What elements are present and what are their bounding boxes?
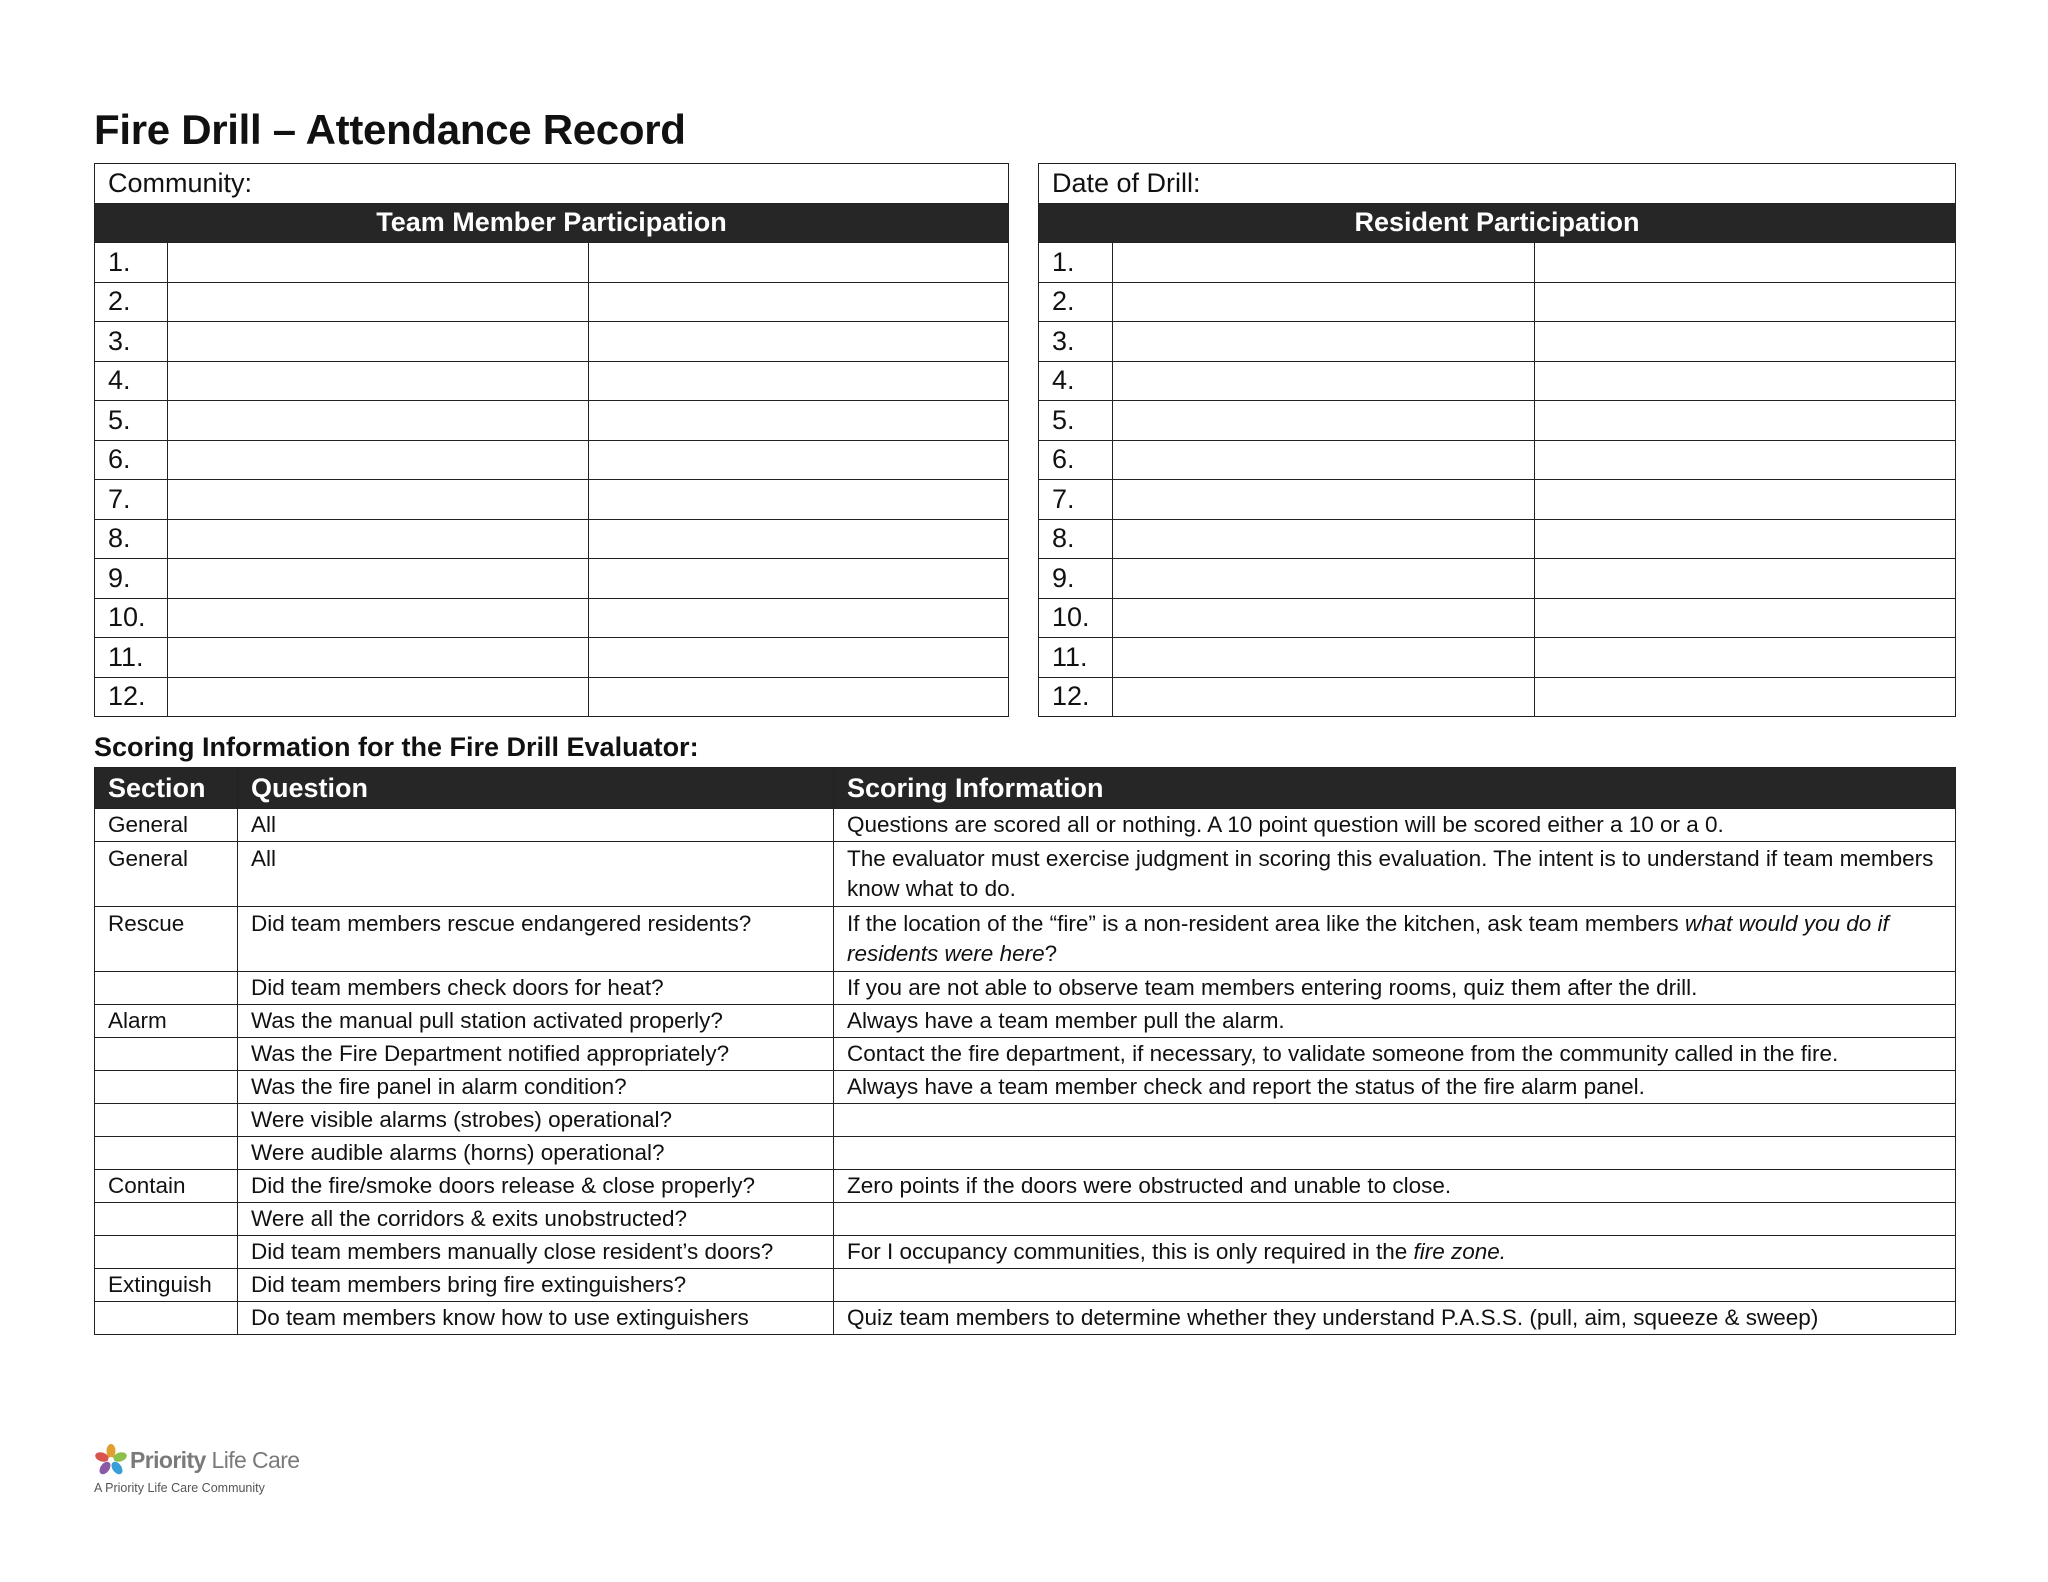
team-participation-header: Team Member Participation (95, 203, 1009, 243)
row-number: 11. (1039, 638, 1113, 678)
row-number: 3. (95, 322, 168, 362)
resident-row (1039, 282, 1956, 322)
scoring-info-cell: Zero points if the doors were obstructed and unable to close. (834, 1170, 1956, 1203)
question-cell: Were audible alarms (horns) operational? (238, 1137, 834, 1170)
question-cell: Do team members know how to use extinguishers (238, 1302, 834, 1335)
question-cell: All (238, 809, 834, 842)
scoring-info-emphasis: fire zone. (1413, 1239, 1507, 1264)
resident-row (1039, 677, 1956, 717)
section-cell (95, 1104, 238, 1137)
row-number: 12. (1039, 677, 1113, 717)
scoring-row (95, 1038, 1956, 1071)
team-member-detail-cell[interactable] (589, 598, 1009, 638)
section-cell (95, 1038, 238, 1071)
team-member-detail-cell[interactable] (589, 638, 1009, 678)
team-member-detail-cell[interactable] (589, 361, 1009, 401)
resident-name-cell[interactable] (1113, 677, 1535, 717)
question-cell: Were visible alarms (strobes) operational? (238, 1104, 834, 1137)
row-number: 6. (95, 440, 168, 480)
resident-row (1039, 243, 1956, 283)
scoring-info-cell (834, 1269, 1956, 1302)
scoring-info-cell (834, 1104, 1956, 1137)
priority-life-care-logo (94, 1443, 314, 1503)
row-number: 5. (95, 401, 168, 441)
question-cell: Did team members bring fire extinguishers? (238, 1269, 834, 1302)
scoring-row (95, 1071, 1956, 1104)
team-member-row (95, 243, 1009, 283)
scoring-info-cell: Always have a team member pull the alarm. (834, 1005, 1956, 1038)
row-number: 6. (1039, 440, 1113, 480)
section-cell (95, 1203, 238, 1236)
team-member-name-cell[interactable] (168, 598, 589, 638)
question-cell: Was the fire panel in alarm condition? (238, 1071, 834, 1104)
scoring-info-text: For I occupancy communities, this is only required in the (847, 1239, 1414, 1264)
team-member-detail-cell[interactable] (589, 440, 1009, 480)
scoring-info-cell: Always have a team member check and report the status of the fire alarm panel. (834, 1071, 1956, 1104)
resident-row (1039, 361, 1956, 401)
row-number: 8. (95, 519, 168, 559)
team-member-name-cell[interactable] (168, 243, 589, 283)
team-member-row (95, 282, 1009, 322)
resident-detail-cell[interactable] (1535, 401, 1956, 441)
question-cell: Did team members manually close resident’s doors? (238, 1236, 834, 1269)
question-cell: All (238, 842, 834, 907)
team-member-name-cell[interactable] (168, 322, 589, 362)
section-cell (95, 1302, 238, 1335)
scoring-row (95, 1137, 1956, 1170)
scoring-info-cell (834, 1137, 1956, 1170)
question-cell: Were all the corridors & exits unobstructed? (238, 1203, 834, 1236)
resident-row (1039, 480, 1956, 520)
resident-name-cell[interactable] (1113, 559, 1535, 599)
row-number: 12. (95, 677, 168, 717)
section-cell: Rescue (95, 907, 238, 972)
row-number: 2. (1039, 282, 1113, 322)
team-member-detail-cell[interactable] (589, 677, 1009, 717)
scoring-row (95, 809, 1956, 842)
question-cell: Was the manual pull station activated properly? (238, 1005, 834, 1038)
resident-row (1039, 322, 1956, 362)
scoring-info-cell (834, 1203, 1956, 1236)
section-cell (95, 1137, 238, 1170)
section-cell: Contain (95, 1170, 238, 1203)
scoring-info-cell (834, 1236, 1956, 1269)
scoring-row (95, 907, 1956, 972)
team-participation-table (94, 163, 1009, 717)
scoring-row (95, 1302, 1956, 1335)
scoring-row (95, 1170, 1956, 1203)
scoring-row (95, 842, 1956, 907)
date-of-drill-field[interactable]: Date of Drill: (1039, 164, 1956, 204)
resident-name-cell[interactable] (1113, 361, 1535, 401)
resident-name-cell[interactable] (1113, 638, 1535, 678)
row-number: 9. (95, 559, 168, 599)
resident-participation-header: Resident Participation (1039, 203, 1956, 243)
section-cell: General (95, 842, 238, 907)
scoring-row (95, 1236, 1956, 1269)
row-number: 7. (1039, 480, 1113, 520)
scoring-row (95, 1104, 1956, 1137)
resident-row (1039, 598, 1956, 638)
question-cell: Did the fire/smoke doors release & close properly? (238, 1170, 834, 1203)
question-cell: Did team members check doors for heat? (238, 972, 834, 1005)
team-member-name-cell[interactable] (168, 282, 589, 322)
logo-tagline: A Priority Life Care Community (94, 1481, 265, 1495)
resident-row (1039, 401, 1956, 441)
team-member-row (95, 519, 1009, 559)
team-member-row (95, 598, 1009, 638)
resident-participation-table (1038, 163, 1956, 717)
team-member-row (95, 361, 1009, 401)
resident-detail-cell[interactable] (1535, 559, 1956, 599)
column-header-section: Section (95, 768, 238, 809)
team-member-name-cell[interactable] (168, 559, 589, 599)
scoring-table (94, 767, 1956, 1335)
scoring-info-cell (834, 907, 1956, 972)
row-number: 2. (95, 282, 168, 322)
team-member-detail-cell[interactable] (589, 519, 1009, 559)
column-header-scoring-information: Scoring Information (834, 768, 1956, 809)
team-member-detail-cell[interactable] (589, 480, 1009, 520)
scoring-info-tail: ? (1044, 941, 1058, 966)
question-cell: Was the Fire Department notified appropriately? (238, 1038, 834, 1071)
resident-detail-cell[interactable] (1535, 322, 1956, 362)
row-number: 11. (95, 638, 168, 678)
team-member-row (95, 440, 1009, 480)
section-cell: General (95, 809, 238, 842)
logo-name: Priority Life Care (130, 1447, 300, 1473)
team-member-detail-cell[interactable] (589, 322, 1009, 362)
resident-row (1039, 440, 1956, 480)
row-number: 3. (1039, 322, 1113, 362)
scoring-info-cell: Questions are scored all or nothing. A 10 point question will be scored either a 10 or a 0. (834, 809, 1956, 842)
scoring-row (95, 1203, 1956, 1236)
team-member-name-cell[interactable] (168, 401, 589, 441)
team-member-detail-cell[interactable] (589, 401, 1009, 441)
page-title: Fire Drill – Attendance Record (94, 106, 686, 153)
resident-detail-cell[interactable] (1535, 519, 1956, 559)
team-member-row (95, 677, 1009, 717)
resident-name-cell[interactable] (1113, 243, 1535, 283)
section-cell: Extinguish (95, 1269, 238, 1302)
row-number: 1. (1039, 243, 1113, 283)
resident-name-cell[interactable] (1113, 598, 1535, 638)
team-member-name-cell[interactable] (168, 480, 589, 520)
scoring-heading: Scoring Information for the Fire Drill Evaluator: (94, 732, 699, 762)
row-number: 9. (1039, 559, 1113, 599)
team-member-name-cell[interactable] (168, 361, 589, 401)
question-cell: Did team members rescue endangered residents? (238, 907, 834, 972)
team-member-name-cell[interactable] (168, 677, 589, 717)
resident-row (1039, 638, 1956, 678)
scoring-info-cell: If you are not able to observe team members entering rooms, quiz them after the drill. (834, 972, 1956, 1005)
column-header-question: Question (238, 768, 834, 809)
resident-detail-cell[interactable] (1535, 677, 1956, 717)
flower-mark-icon (94, 1443, 128, 1477)
community-field[interactable]: Community: (95, 164, 1009, 204)
resident-detail-cell[interactable] (1535, 638, 1956, 678)
resident-detail-cell[interactable] (1535, 480, 1956, 520)
section-cell: Alarm (95, 1005, 238, 1038)
team-member-detail-cell[interactable] (589, 559, 1009, 599)
team-member-row (95, 638, 1009, 678)
resident-name-cell[interactable] (1113, 440, 1535, 480)
section-cell (95, 1236, 238, 1269)
scoring-row (95, 972, 1956, 1005)
row-number: 4. (95, 361, 168, 401)
resident-detail-cell[interactable] (1535, 440, 1956, 480)
resident-detail-cell[interactable] (1535, 243, 1956, 283)
scoring-row (95, 1269, 1956, 1302)
resident-name-cell[interactable] (1113, 322, 1535, 362)
scoring-info-cell: Quiz team members to determine whether they understand P.A.S.S. (pull, aim, squeeze & sweep) (834, 1302, 1956, 1335)
row-number: 10. (95, 598, 168, 638)
team-member-name-cell[interactable] (168, 519, 589, 559)
resident-detail-cell[interactable] (1535, 598, 1956, 638)
team-member-name-cell[interactable] (168, 638, 589, 678)
resident-row (1039, 559, 1956, 599)
row-number: 8. (1039, 519, 1113, 559)
team-member-name-cell[interactable] (168, 440, 589, 480)
row-number: 4. (1039, 361, 1113, 401)
resident-row (1039, 519, 1956, 559)
resident-name-cell[interactable] (1113, 401, 1535, 441)
resident-name-cell[interactable] (1113, 282, 1535, 322)
section-cell (95, 1071, 238, 1104)
scoring-info-cell: Contact the fire department, if necessary, to validate someone from the community called in the fire. (834, 1038, 1956, 1071)
row-number: 1. (95, 243, 168, 283)
resident-detail-cell[interactable] (1535, 361, 1956, 401)
resident-name-cell[interactable] (1113, 480, 1535, 520)
section-cell (95, 972, 238, 1005)
row-number: 5. (1039, 401, 1113, 441)
row-number: 10. (1039, 598, 1113, 638)
team-member-row (95, 559, 1009, 599)
scoring-row (95, 1005, 1956, 1038)
team-member-row (95, 480, 1009, 520)
resident-name-cell[interactable] (1113, 519, 1535, 559)
scoring-info-emphasis: what would you do if residents were here (847, 911, 1889, 966)
resident-detail-cell[interactable] (1535, 282, 1956, 322)
scoring-info-cell: The evaluator must exercise judgment in scoring this evaluation. The intent is to understand if team members know what to do. (834, 842, 1956, 907)
team-member-detail-cell[interactable] (589, 243, 1009, 283)
scoring-info-text: If the location of the “fire” is a non-resident area like the kitchen, ask team members (847, 911, 1685, 936)
team-member-row (95, 401, 1009, 441)
row-number: 7. (95, 480, 168, 520)
team-member-detail-cell[interactable] (589, 282, 1009, 322)
team-member-row (95, 322, 1009, 362)
